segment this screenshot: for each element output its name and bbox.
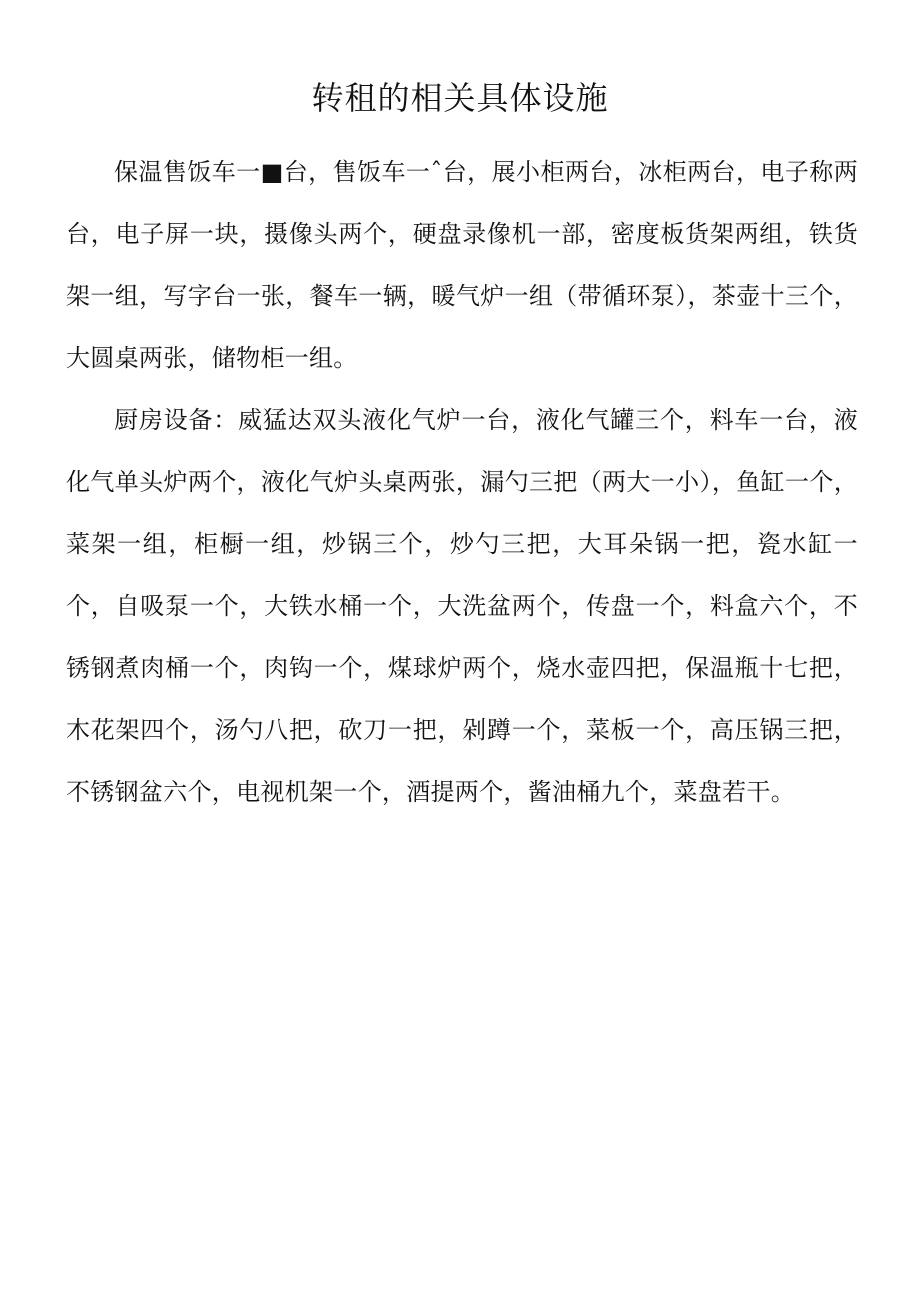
document-title: 转租的相关具体设施 <box>311 79 609 118</box>
paragraph-kitchen-equipment: 厨房设备：威猛达双头液化气炉一台，液化气罐三个，料车一台，液化气单头炉两个，液化气炉头桌两张，漏勺三把（两大一小），鱼缸一个，菜架一组，柜橱一组，炒锅三个，炒勺三把，大耳朵锅一把，瓷水缸一个，自吸泵一个，大铁水桶一个，大洗盆两个，传盘一个，料盒六个，不锈钢煮肉桶一个，肉钩一个，煤球炉两个，烧水壶四把，保温瓶十七把，木花架四个，汤勺八把，砍刀一把，剁蹲一个，菜板一个，高压锅三把，不锈钢盆六个，电视机架一个，酒提两个，酱油桶九个，菜盘若干。 <box>66 406 858 806</box>
document-body <box>66 141 858 823</box>
paragraph-equipment-list: 保温售饭车一■台，售饭车一ˆ台，展小柜两台，冰柜两台，电子称两台，电子屏一块，摄像头两个，硬盘录像机一部，密度板货架两组，铁货架一组，写字台一张，餐车一辆，暖气炉一组（带循环泵），茶壶十三个，大圆桌两张，储物柜一组。 <box>66 158 858 372</box>
